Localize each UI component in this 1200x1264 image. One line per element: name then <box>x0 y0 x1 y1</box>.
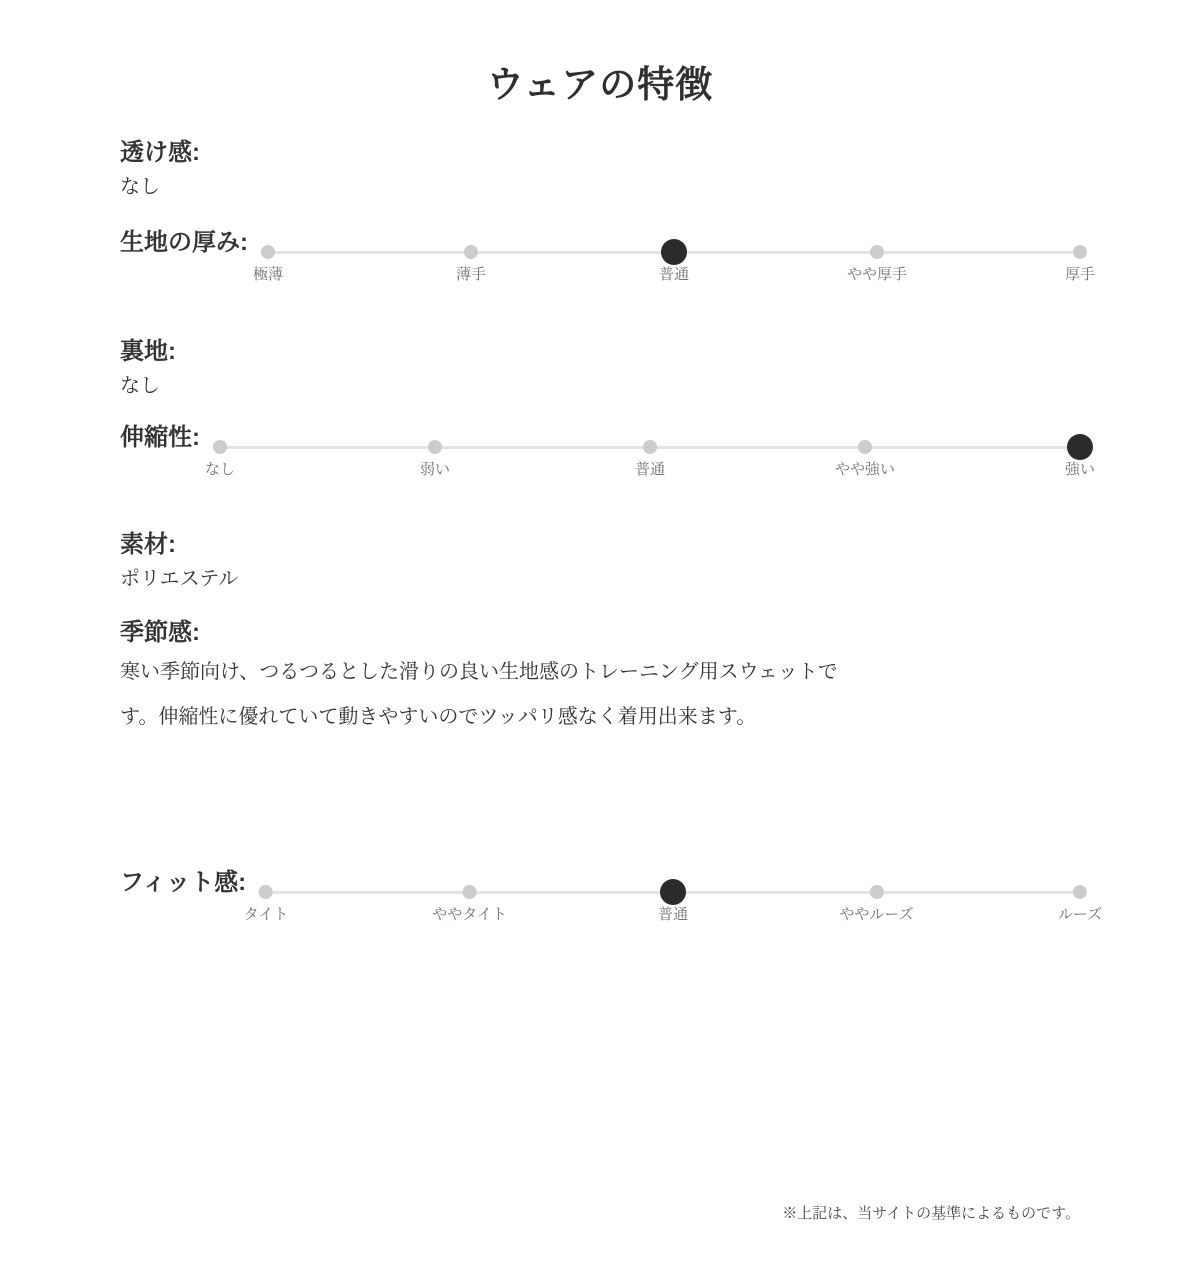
scale-tick-label: 普通 <box>658 266 690 283</box>
scale-stop <box>456 239 486 285</box>
scale-stop-selected <box>658 879 688 925</box>
scale-dot <box>259 885 273 899</box>
page-title: ウェアの特徴 <box>486 64 714 105</box>
fabric-thickness-scale <box>252 239 1096 287</box>
scale-tick-label: やや厚手 <box>846 266 908 283</box>
scale-dot <box>643 440 657 454</box>
scale-dot <box>1073 885 1087 899</box>
sheerness-label: 透け感: <box>120 139 200 166</box>
section-season <box>120 618 1080 740</box>
scale-dot <box>213 440 227 454</box>
section-sheerness <box>120 138 1080 200</box>
scale-dot <box>1073 245 1087 259</box>
material-value: ポリエステル <box>120 568 239 590</box>
scale-stop <box>635 434 665 480</box>
scale-stop <box>205 434 235 480</box>
scale-tick-label: タイト <box>243 906 289 923</box>
scale-dot <box>858 440 872 454</box>
scale-stop <box>1065 239 1095 285</box>
scale-dot <box>463 885 477 899</box>
section-fabric-thickness <box>120 228 1096 287</box>
scale-tick-label: ルーズ <box>1057 906 1103 923</box>
fit-scale <box>243 879 1103 927</box>
features-panel <box>0 64 1200 927</box>
fit-label: フィット感: <box>120 869 247 896</box>
scale-tick-label: ややルーズ <box>839 906 914 923</box>
material-label: 素材: <box>120 531 176 558</box>
scale-tick-label: なし <box>204 461 236 478</box>
sheerness-value: なし <box>120 176 160 198</box>
season-label: 季節感: <box>120 619 200 646</box>
scale-stop <box>432 879 507 925</box>
scale-stop <box>839 879 913 925</box>
scale-stop <box>244 879 289 925</box>
scale-dot-active <box>661 239 687 265</box>
scale-tick-label: やや強い <box>834 461 896 478</box>
scale-stop <box>1058 879 1102 925</box>
scale-tick-label: 普通 <box>658 906 689 923</box>
scale-stop <box>835 434 895 480</box>
scale-dot-active <box>1067 434 1093 460</box>
scale-tick-label: 厚手 <box>1064 266 1096 283</box>
scale-stop <box>847 239 907 285</box>
section-fit <box>120 868 1103 927</box>
scale-dot <box>870 885 884 899</box>
lining-label: 裏地: <box>120 338 176 365</box>
scale-stop <box>420 434 450 480</box>
scale-dot <box>870 245 884 259</box>
fabric-thickness-label: 生地の厚み: <box>120 229 248 256</box>
season-description: 寒い季節向け、つるつるとした滑りの良い生地感のトレーニング用スウェットです。伸縮性に優れていて動きやすいのでツッパリ感なく着用出来ます。 <box>120 661 838 728</box>
scale-stop-selected <box>659 239 689 285</box>
scale-tick-label: 普通 <box>634 461 666 478</box>
scale-tick-label: 強い <box>1064 461 1096 478</box>
section-material <box>120 530 1080 592</box>
stretch-label: 伸縮性: <box>120 424 200 451</box>
scale-stop-selected <box>1065 434 1095 480</box>
scale-stop <box>253 239 283 285</box>
scale-dot <box>428 440 442 454</box>
stretch-scale <box>204 434 1096 482</box>
scale-tick-label: 極薄 <box>252 266 284 283</box>
scale-dot-active <box>660 879 686 905</box>
section-lining <box>120 337 1080 399</box>
scale-tick-label: 弱い <box>419 461 451 478</box>
scale-tick-label: 薄手 <box>455 266 487 283</box>
site-criteria-footnote: ※上記は、当サイトの基準によるものです。 <box>782 1205 1080 1222</box>
scale-dot <box>464 245 478 259</box>
section-stretch <box>120 423 1096 482</box>
scale-tick-label: ややタイト <box>432 906 507 923</box>
lining-value: なし <box>120 375 160 397</box>
scale-dot <box>261 245 275 259</box>
